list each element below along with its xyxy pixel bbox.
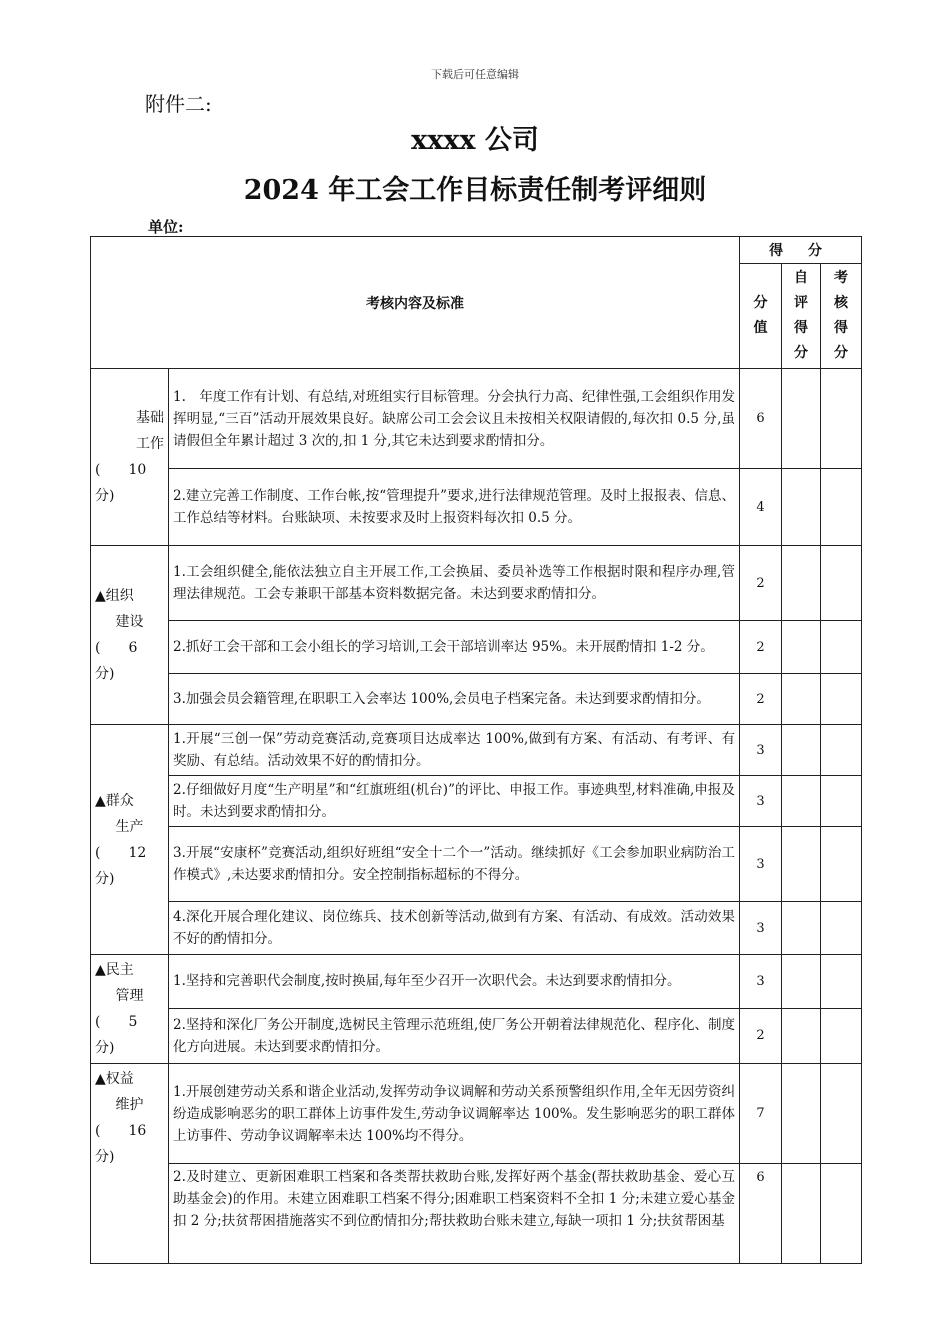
category-democratic-management <box>91 955 169 1064</box>
self-score-cell <box>782 546 821 621</box>
header-self-line: 得 <box>794 320 808 336</box>
category-label-line: 维护 <box>115 1097 144 1113</box>
self-score-cell <box>782 621 821 674</box>
self-score-cell <box>782 955 821 1009</box>
attachment-label: 附件二: <box>145 92 212 116</box>
self-score-cell <box>782 369 821 469</box>
criteria-text: 2.抓好工会干部和工会小组长的学习培训,工会干部培训率达 95%。未开展酌情扣 1-2 分。 <box>169 621 740 674</box>
criteria-text: 1.工会组织健全,能依法独立自主开展工作,工会换届、委员补选等工作根据时限和程序办理,管理法律规范。工会专兼职干部基本资料数据完备。未达到要求酌情扣分。 <box>169 546 740 621</box>
header-assess-line: 分 <box>834 345 848 361</box>
category-label-line: 生产 <box>115 818 144 835</box>
company-name: xxxx 公司 <box>411 125 539 156</box>
assess-score-cell <box>821 955 862 1009</box>
criteria-text: 1.开展创建劳动关系和谐企业活动,发挥劳动争议调解和劳动关系预警组织作用,全年无因劳资纠纷造成影响恶劣的职工群体上访事件发生,劳动争议调解率达 100%。发生影响恶劣的职工群体上访事件、劳动争议调解率未达 100%均不得分。 <box>169 1064 740 1164</box>
score-value: 6 <box>740 369 782 469</box>
self-score-cell <box>782 1064 821 1164</box>
assess-score-cell <box>821 469 862 546</box>
assess-score-cell <box>821 1064 862 1164</box>
category-label-line: 分) <box>95 1149 115 1165</box>
header-self-line: 分 <box>794 345 808 361</box>
score-value: 4 <box>740 469 782 546</box>
header-self-score <box>782 264 821 369</box>
header-assess-line: 考 <box>834 270 848 286</box>
self-score-cell <box>782 469 821 546</box>
assess-score-cell <box>821 1008 862 1063</box>
category-label-line: ( 10 <box>95 462 147 478</box>
assess-score-cell <box>821 621 862 674</box>
criteria-text: 3.加强会员会籍管理,在职职工入会率达 100%,会员电子档案完备。未达到要求酌情扣分。 <box>169 674 740 725</box>
assess-score-cell <box>821 674 862 725</box>
unit-label: 单位: <box>148 218 184 236</box>
category-label-line: ( 12 <box>95 844 147 861</box>
score-value: 6 <box>740 1164 782 1264</box>
category-label-line: 工作 <box>136 436 164 452</box>
criteria-text: 4.深化开展合理化建议、岗位练兵、技术创新等活动,做到有方案、有活动、有成效。活动效果不好的酌情扣分。 <box>169 902 740 955</box>
score-value: 2 <box>740 546 782 621</box>
category-label-line: ▲民主 <box>95 962 134 978</box>
score-value: 3 <box>740 827 782 902</box>
header-value-line: 值 <box>753 320 768 336</box>
assess-score-cell <box>821 725 862 776</box>
score-value: 3 <box>740 776 782 827</box>
header-value-line: 分 <box>753 295 768 311</box>
score-value: 3 <box>740 955 782 1009</box>
category-label-line: 分) <box>95 1040 115 1056</box>
assess-score-cell <box>821 902 862 955</box>
criteria-text: 1.坚持和完善职代会制度,按时换届,每年至少召开一次职代会。未达到要求酌情扣分。 <box>169 955 740 1009</box>
category-rights-protection <box>91 1064 169 1264</box>
self-score-cell <box>782 827 821 902</box>
assessment-table <box>90 236 862 1264</box>
assess-score-cell <box>821 776 862 827</box>
category-label-line: 管理 <box>115 988 144 1004</box>
score-value: 2 <box>740 621 782 674</box>
criteria-text: 3.开展“安康杯”竞赛活动,组织好班组“安全十二个一”活动。继续抓好《工会参加职业病防治工作模式》,未达要求酌情扣分。安全控制指标超标的不得分。 <box>169 827 740 902</box>
header-self-line: 评 <box>794 295 808 311</box>
category-label-line: 分) <box>95 870 115 887</box>
category-label-line: 分) <box>95 488 115 504</box>
score-value: 3 <box>740 902 782 955</box>
category-basic-work <box>91 369 169 546</box>
header-assess-score <box>821 264 862 369</box>
header-note: 下载后可任意编辑 <box>431 68 519 81</box>
score-value: 7 <box>740 1064 782 1164</box>
header-assess-line: 得 <box>834 320 848 336</box>
header-assess-line: 核 <box>834 295 848 311</box>
assess-score-cell <box>821 546 862 621</box>
score-value: 2 <box>740 674 782 725</box>
self-score-cell <box>782 902 821 955</box>
category-label-line: ( 16 <box>95 1123 147 1139</box>
category-organization <box>91 546 169 725</box>
self-score-cell <box>782 1008 821 1063</box>
category-label-line: ▲群众 <box>95 792 134 809</box>
criteria-text: 1.开展“三创一保”劳动竞赛活动,竞赛项目达成率达 100%,做到有方案、有活动、有考评、有奖励、有总结。活动效果不好的酌情扣分。 <box>169 725 740 776</box>
category-label-line: 分) <box>95 666 115 682</box>
criteria-text: 2.建立完善工作制度、工作台帐,按“管理提升”要求,进行法律规范管理。及时上报报表、信息、工作总结等材料。台账缺项、未按要求及时上报资料每次扣 0.5 分。 <box>169 469 740 546</box>
self-score-cell <box>782 776 821 827</box>
category-label-line: 建设 <box>115 614 144 630</box>
category-label-line: ▲组织 <box>95 588 134 604</box>
category-label-line: ( 6 <box>95 640 138 656</box>
criteria-text: 2.坚持和深化厂务公开制度,选树民主管理示范班组,使厂务公开朝着法律规范化、程序化、制度化方向进展。未达到要求酌情扣分。 <box>169 1008 740 1063</box>
assess-score-cell <box>821 1164 862 1264</box>
self-score-cell <box>782 1164 821 1264</box>
header-score: 得 分 <box>740 237 862 264</box>
category-mass-production <box>91 725 169 955</box>
category-label-line: 基础 <box>136 410 164 426</box>
criteria-text: 1. 年度工作有计划、有总结,对班组实行目标管理。分会执行力高、纪律性强,工会组织作用发挥明显,“三百”活动开展效果良好。缺席公司工会会议且未按相关权限请假的,每次扣 0.5 分,虽请假但全年累计超过 3 次的,扣 1 分,其它未达到要求酌情扣分。 <box>169 369 740 469</box>
category-label-line: ▲权益 <box>95 1071 134 1087</box>
self-score-cell <box>782 674 821 725</box>
assess-score-cell <box>821 827 862 902</box>
score-value: 2 <box>740 1008 782 1063</box>
criteria-text: 2.仔细做好月度“生产明星”和“红旗班组(机台)”的评比、申报工作。事迹典型,材料准确,申报及时。未达到要求酌情扣分。 <box>169 776 740 827</box>
header-self-line: 自 <box>794 270 808 286</box>
criteria-text: 2.及时建立、更新困难职工档案和各类帮扶救助台账,发挥好两个基金(帮扶救助基金、爱心互助基金会)的作用。未建立困难职工档案不得分;困难职工档案资料不全扣 1 分;未建立爱心基金扣 2 分;扶贫帮困措施落实不到位酌情扣分;帮扶救助台账未建立,每缺一项扣 1 分;扶贫帮困基 <box>169 1164 740 1264</box>
assess-score-cell <box>821 369 862 469</box>
header-content-criteria: 考核内容及标准 <box>91 237 740 369</box>
document-title: 2024 年工会工作目标责任制考评细则 <box>243 175 707 206</box>
self-score-cell <box>782 725 821 776</box>
category-label-line: ( 5 <box>95 1014 138 1030</box>
score-value: 3 <box>740 725 782 776</box>
header-value <box>740 264 782 369</box>
